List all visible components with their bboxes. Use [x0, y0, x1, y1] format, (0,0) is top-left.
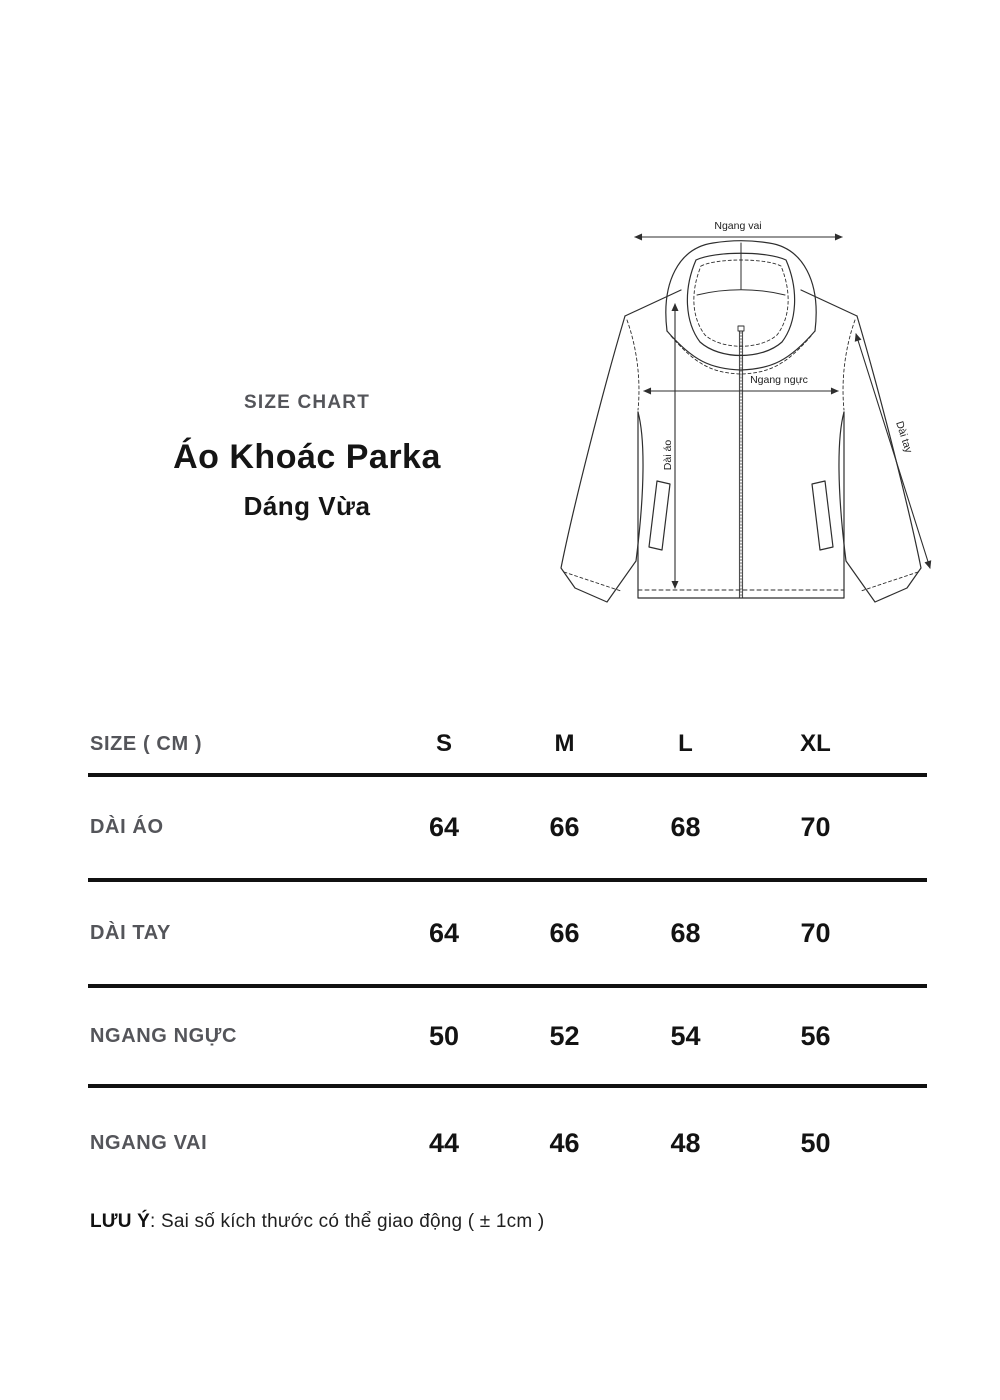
cell-value: 56	[800, 1020, 831, 1051]
chest-width-label: Ngang ngực	[750, 374, 808, 386]
note-text: : Sai số kích thước có thể giao động ( ± 1cm )	[150, 1211, 545, 1232]
tolerance-note	[90, 1211, 544, 1233]
size-col-xl: XL	[800, 730, 831, 757]
size-col-m: M	[554, 730, 575, 757]
jacket-sketch-svg	[545, 198, 945, 650]
size-col-s: S	[435, 730, 452, 757]
cell-value: 64	[428, 917, 460, 948]
size-table-header-row	[88, 715, 927, 777]
product-title: Áo Khoác Parka	[173, 438, 441, 476]
table-row-dai-tay	[88, 882, 927, 988]
shoulder-width-label: Ngang vai	[714, 220, 762, 232]
note-label: LƯU Ý	[90, 1211, 151, 1232]
size-chart-eyebrow: SIZE CHART	[244, 392, 370, 413]
row-label: DÀI ÁO	[90, 816, 164, 838]
fit-subtitle: Dáng Vừa	[243, 491, 371, 521]
size-table	[88, 715, 927, 1198]
zipper	[738, 326, 744, 598]
size-unit-header: SIZE ( CM )	[90, 732, 203, 755]
cell-value: 70	[800, 812, 831, 842]
cell-value: 64	[428, 812, 460, 842]
cell-value: 52	[549, 1020, 580, 1051]
cell-value: 66	[549, 812, 580, 842]
cell-value: 70	[800, 917, 831, 948]
cell-value: 68	[670, 812, 701, 842]
size-col-l: L	[678, 730, 693, 757]
right-pocket	[812, 481, 833, 550]
cell-value: 44	[428, 1127, 460, 1158]
cell-value: 50	[800, 1127, 831, 1158]
table-row-dai-ao	[88, 777, 927, 882]
table-row-ngang-nguc	[88, 988, 927, 1088]
row-label: NGANG NGỰC	[90, 1024, 238, 1047]
jacket-technical-drawing	[545, 198, 945, 650]
table-row-ngang-vai	[88, 1088, 927, 1198]
row-label: NGANG VAI	[90, 1131, 208, 1154]
right-sleeve	[839, 316, 921, 602]
cell-value: 68	[670, 917, 701, 948]
cell-value: 66	[549, 917, 580, 948]
sleeve-length-label: Dài tay	[893, 419, 915, 455]
cell-value: 50	[428, 1020, 460, 1051]
title-block	[87, 392, 527, 522]
cell-value: 46	[549, 1127, 580, 1158]
left-sleeve	[561, 316, 643, 602]
body-length-label: Dài áo	[662, 439, 674, 471]
cell-value: 54	[670, 1020, 701, 1051]
cell-value: 48	[670, 1127, 701, 1158]
row-label: DÀI TAY	[90, 921, 171, 944]
sleeve-length-arrow	[856, 334, 930, 568]
left-pocket	[649, 481, 670, 550]
